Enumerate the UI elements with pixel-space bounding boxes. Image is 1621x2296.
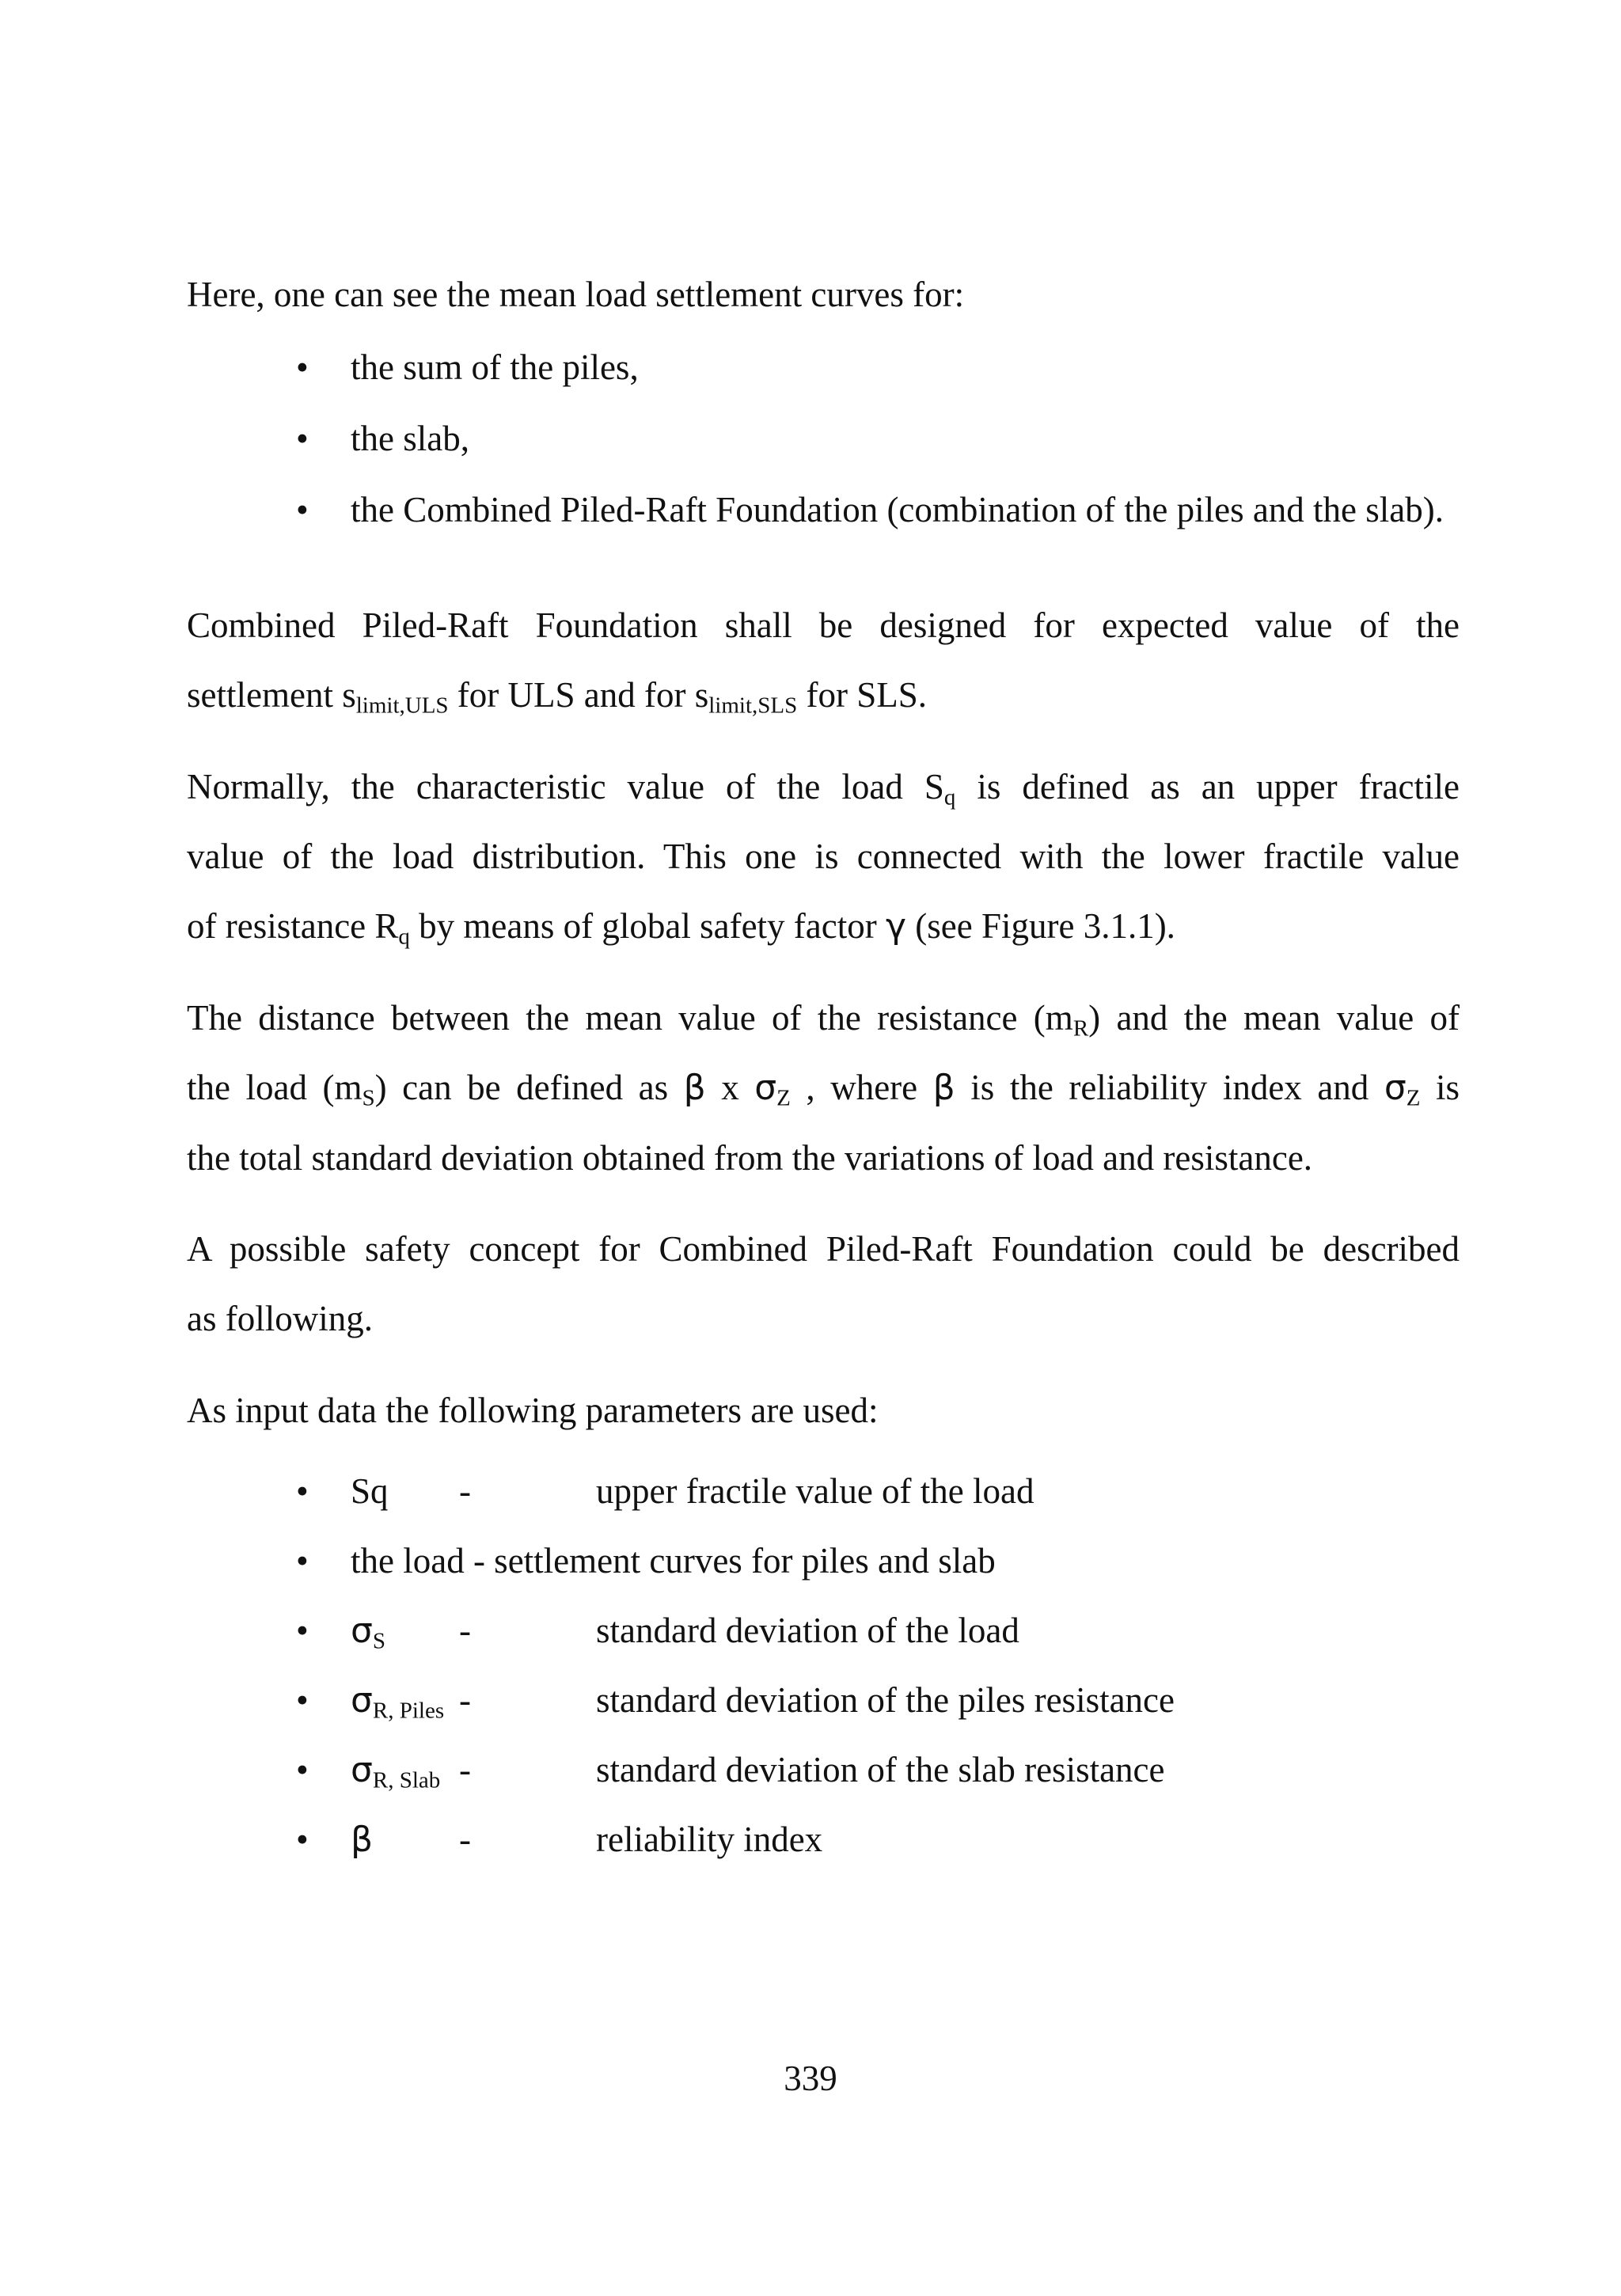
bullet-icon: • (296, 1820, 309, 1859)
sigma-symbol: σ (754, 1068, 777, 1108)
bullet-icon: • (296, 347, 309, 387)
bullet-icon: • (296, 490, 309, 529)
parameter-dash: - (459, 1680, 471, 1720)
parameter-description: reliability index (596, 1820, 823, 1859)
beta-symbol: β (932, 1068, 955, 1108)
parameter-dash: - (459, 1471, 471, 1511)
sigma-symbol: σ (1384, 1068, 1407, 1108)
text-line: value of the load distribution. This one is connected with the lower fractile value (187, 837, 1460, 876)
text-run: ) can be defined as (374, 1068, 684, 1107)
text-run: for SLS. (797, 675, 928, 715)
paragraph-reliability (187, 983, 1460, 1193)
bullet-icon: • (296, 1750, 309, 1789)
subscript: R (1072, 1015, 1089, 1042)
text-run: of resistance R (187, 906, 399, 946)
text-run: , where (790, 1068, 933, 1107)
parameter-description: standard deviation of the slab resistance (596, 1750, 1165, 1789)
parameter-symbol: $\sigma_{R, Slab}$ (351, 1750, 441, 1793)
text-run: Normally, the characteristic value of the load S (187, 767, 944, 806)
paragraph-characteristic-load (187, 752, 1460, 962)
text-run: is defined as an upper fractile (955, 767, 1460, 806)
parameter-symbol: β (351, 1820, 374, 1860)
bullet-icon: • (296, 1541, 309, 1581)
list-item-text: the sum of the piles, (351, 347, 639, 387)
text-run: for ULS and for (448, 675, 695, 715)
gamma-symbol: γ (885, 906, 907, 947)
text-line: as following. (187, 1299, 373, 1338)
symbol-s: s (694, 675, 709, 715)
parameter-symbol: Sq (351, 1471, 389, 1511)
text-line (187, 752, 1460, 822)
paragraph-design-settlement (187, 590, 1460, 730)
text-line (187, 983, 1460, 1053)
intro-text: Here, one can see the mean load settlement curves for: (187, 275, 965, 314)
text-line (187, 660, 1460, 730)
text-line (187, 1053, 1460, 1123)
paragraph-input-data: As input data the following parameters are used: (187, 1391, 879, 1430)
subscript: S (362, 1085, 375, 1111)
subscript: Z (1406, 1085, 1421, 1111)
text-run: settlement (187, 675, 343, 715)
bullet-icon: • (296, 1680, 309, 1720)
subscript: limit,SLS (708, 693, 798, 719)
text-run: (see Figure 3.1.1). (906, 906, 1175, 946)
text-line: Combined Piled-Raft Foundation shall be designed for expected value of the (187, 605, 1460, 645)
parameter-dash: - (459, 1820, 471, 1859)
text-run: the load (m (187, 1068, 363, 1107)
parameter-description: the load - settlement curves for piles and slab (351, 1541, 996, 1581)
parameter-description: upper fractile value of the load (596, 1471, 1034, 1511)
list-item-text: the Combined Piled-Raft Foundation (combination of the piles and the slab). (351, 490, 1444, 529)
subscript: Z (776, 1085, 791, 1111)
bullet-icon: • (296, 1611, 309, 1650)
bullet-icon: • (296, 1471, 309, 1511)
parameter-description: standard deviation of the load (596, 1611, 1019, 1650)
subscript: limit,ULS (355, 693, 449, 719)
text-run: x (705, 1068, 755, 1107)
page-number: 339 (784, 2059, 837, 2098)
paragraph-safety-concept (187, 1214, 1460, 1353)
symbol-s: s (342, 675, 356, 715)
parameter-description: standard deviation of the piles resistance (596, 1680, 1175, 1720)
text-run: by means of global safety factor (409, 906, 886, 946)
list-item-text: the slab, (351, 419, 469, 458)
text-run: ) and the mean value of (1088, 998, 1460, 1038)
text-line (187, 891, 1460, 962)
text-line: A possible safety concept for Combined Piled-Raft Foundation could be described (187, 1229, 1460, 1269)
parameter-dash: - (459, 1750, 471, 1789)
subscript: q (943, 784, 956, 810)
parameter-symbol: $\sigma_{R, Piles}$ (351, 1680, 445, 1724)
bullet-icon: • (296, 419, 309, 458)
parameter-dash: - (459, 1611, 471, 1650)
text-line: the total standard deviation obtained from the variations of load and resistance. (187, 1138, 1313, 1178)
text-run: is the reliability index and (955, 1068, 1384, 1107)
parameter-symbol: $\sigma_S$ (351, 1611, 386, 1654)
subscript: q (398, 924, 410, 950)
text-run: The distance between the mean value of the resistance (m (187, 998, 1073, 1038)
text-run: is (1420, 1068, 1460, 1107)
beta-symbol: β (683, 1068, 706, 1108)
